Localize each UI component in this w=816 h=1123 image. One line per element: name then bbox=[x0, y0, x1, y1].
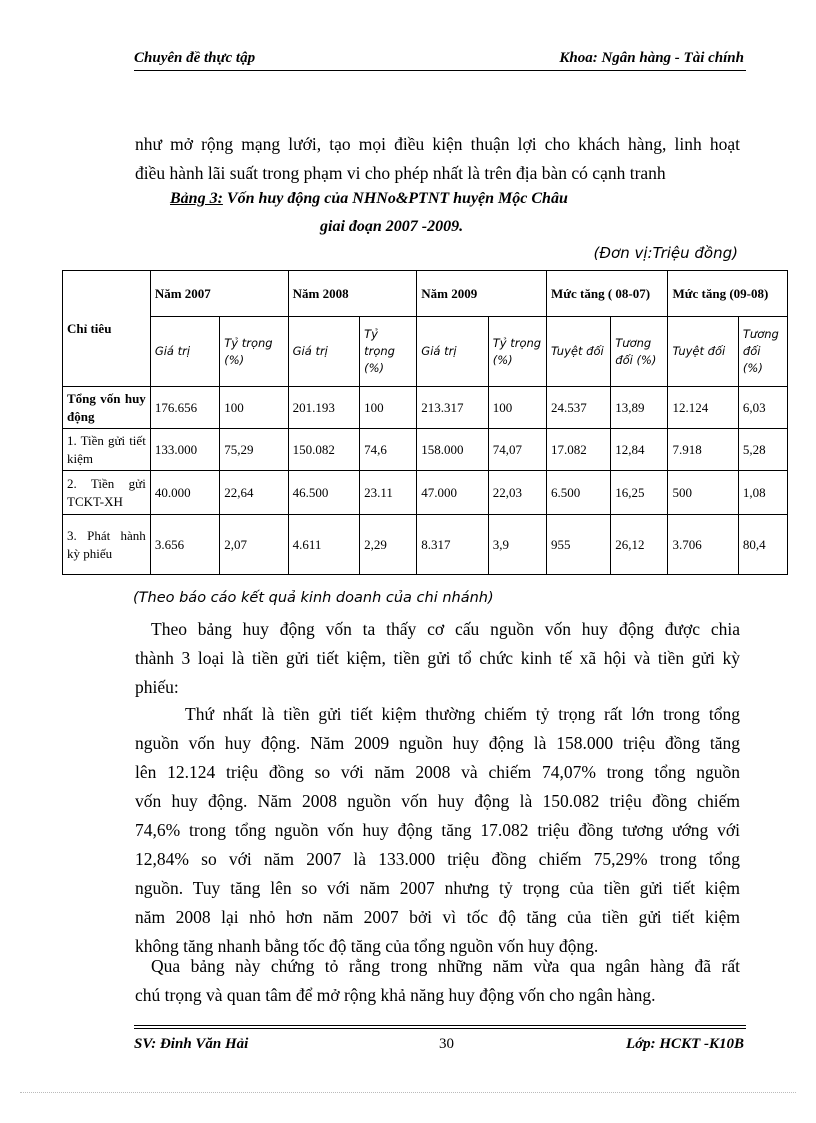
text-line: Theo bảng huy động vốn ta thấy cơ cấu nguồn vốn huy động được chia bbox=[151, 619, 740, 639]
table-cell: 26,12 bbox=[611, 515, 668, 575]
table-cell: 158.000 bbox=[417, 429, 488, 471]
subheader-relative: Tương đối (%) bbox=[611, 317, 668, 387]
table-cell: 16,25 bbox=[611, 471, 668, 515]
table-cell: 213.317 bbox=[417, 387, 488, 429]
table-cell: 3.656 bbox=[150, 515, 219, 575]
table-cell: 133.000 bbox=[150, 429, 219, 471]
subheader-value: Giá trị bbox=[288, 317, 359, 387]
table-cell: 23.11 bbox=[360, 471, 417, 515]
table-cell: 40.000 bbox=[150, 471, 219, 515]
subheader-share: Tỷ trọng (%) bbox=[488, 317, 546, 387]
intro-paragraph bbox=[135, 130, 740, 188]
table-cell: 3,9 bbox=[488, 515, 546, 575]
change-header: Mức tăng (09-08) bbox=[668, 271, 788, 317]
header-left: Chuyên đề thực tập bbox=[134, 50, 256, 66]
text-line: nguồn. Tuy tăng lên so với năm 2007 nhưng tỷ trọng của tiền gửi tiết kiệm bbox=[135, 878, 740, 898]
text-line: 12,84% so với năm 2007 là 133.000 triệu đồng chiếm 75,29% trong tổng bbox=[135, 849, 740, 869]
body-paragraph-1 bbox=[135, 615, 740, 702]
caption-label: Bảng 3: bbox=[170, 190, 223, 207]
subheader-absolute: Tuyệt đối bbox=[668, 317, 738, 387]
table-cell: 22,03 bbox=[488, 471, 546, 515]
footer-class: Lớp: HCKT -K10B bbox=[625, 1036, 744, 1052]
text-line: điều hành lãi suất trong phạm vi cho phép nhất là trên địa bàn có cạnh tranh bbox=[135, 163, 666, 183]
table-cell: 2,07 bbox=[220, 515, 288, 575]
subheader-share: Tỷ trọng (%) bbox=[360, 317, 417, 387]
text-line: thành 3 loại là tiền gửi tiết kiệm, tiền gửi tổ chức kinh tế xã hội và tiền gửi kỳ bbox=[135, 648, 740, 668]
change-header: Mức tăng ( 08-07) bbox=[546, 271, 668, 317]
table-cell: 100 bbox=[360, 387, 417, 429]
table-cell: 46.500 bbox=[288, 471, 359, 515]
footer-rule bbox=[134, 1028, 746, 1029]
footer-student: SV: Đinh Văn Hải bbox=[134, 1036, 249, 1052]
subheader-value: Giá trị bbox=[150, 317, 219, 387]
table-cell: 12,84 bbox=[611, 429, 668, 471]
source-note: (Theo báo cáo kết quả kinh doanh của chi nhánh) bbox=[133, 590, 494, 606]
table-cell: 8.317 bbox=[417, 515, 488, 575]
table-cell: 6.500 bbox=[546, 471, 610, 515]
table-cell: 201.193 bbox=[288, 387, 359, 429]
row-label: 3. Phát hành kỳ phiếu bbox=[63, 515, 151, 575]
corner-header: Chỉ tiêu bbox=[63, 271, 151, 387]
text-line: như mở rộng mạng lưới, tạo mọi điều kiện thuận lợi cho khách hàng, linh hoạt bbox=[135, 134, 740, 154]
subheader-value: Giá trị bbox=[417, 317, 488, 387]
body-paragraph-2 bbox=[135, 700, 740, 961]
text-line: nguồn vốn huy động. Năm 2009 nguồn huy động là 158.000 triệu đồng tăng bbox=[135, 733, 740, 753]
table-cell: 6,03 bbox=[738, 387, 787, 429]
table-cell: 100 bbox=[220, 387, 288, 429]
table-row bbox=[63, 471, 788, 515]
text-line: chú trọng và quan tâm để mở rộng khả năng huy động vốn cho ngân hàng. bbox=[135, 985, 656, 1005]
table-cell: 7.918 bbox=[668, 429, 738, 471]
text-line: lên 12.124 triệu đồng so với năm 2008 và chiếm 74,07% trong tổng nguồn bbox=[135, 762, 740, 782]
text-line: năm 2008 lại nhỏ hơn năm 2007 bởi vì tốc độ tăng của tiền gửi tiết kiệm bbox=[135, 907, 740, 927]
year-header: Năm 2007 bbox=[150, 271, 288, 317]
table-cell: 2,29 bbox=[360, 515, 417, 575]
table-header-row bbox=[63, 271, 788, 317]
table-cell: 22,64 bbox=[220, 471, 288, 515]
year-header: Năm 2009 bbox=[417, 271, 547, 317]
body-paragraph-3 bbox=[135, 952, 740, 1010]
subheader-absolute: Tuyệt đối bbox=[546, 317, 610, 387]
table-cell: 500 bbox=[668, 471, 738, 515]
header-right: Khoa: Ngân hàng - Tài chính bbox=[559, 50, 744, 66]
table-subheader-row bbox=[63, 317, 788, 387]
unit-note: (Đơn vị:Triệu đồng) bbox=[593, 244, 738, 262]
text-line: vốn huy động. Năm 2008 nguồn vốn huy động là 150.082 triệu đồng chiếm bbox=[135, 791, 740, 811]
header-rule bbox=[134, 70, 746, 71]
year-header: Năm 2008 bbox=[288, 271, 417, 317]
table-caption bbox=[170, 190, 568, 208]
text-line: 74,6% trong tổng nguồn vốn huy động tăng 17.082 triệu đồng tương ướng với bbox=[135, 820, 740, 840]
table-cell: 80,4 bbox=[738, 515, 787, 575]
table-cell: 150.082 bbox=[288, 429, 359, 471]
text-line: Thứ nhất là tiền gửi tiết kiệm thường chiếm tỷ trọng rất lớn trong tổng bbox=[185, 704, 740, 724]
table-cell: 47.000 bbox=[417, 471, 488, 515]
table-cell: 74,07 bbox=[488, 429, 546, 471]
table-row bbox=[63, 429, 788, 471]
table-cell: 75,29 bbox=[220, 429, 288, 471]
table-cell: 24.537 bbox=[546, 387, 610, 429]
capital-table bbox=[62, 270, 788, 575]
subheader-relative: Tương đối (%) bbox=[738, 317, 787, 387]
page-header bbox=[134, 50, 744, 70]
row-label: Tổng vốn huy động bbox=[63, 387, 151, 429]
table-cell: 4.611 bbox=[288, 515, 359, 575]
table-cell: 5,28 bbox=[738, 429, 787, 471]
table-cell: 13,89 bbox=[611, 387, 668, 429]
page-number: 30 bbox=[439, 1036, 454, 1052]
table-cell: 3.706 bbox=[668, 515, 738, 575]
caption-period: giai đoạn 2007 -2009. bbox=[320, 218, 464, 235]
table-cell: 176.656 bbox=[150, 387, 219, 429]
page-footer bbox=[134, 1036, 744, 1056]
text-line: phiếu: bbox=[135, 677, 179, 697]
table-cell: 12.124 bbox=[668, 387, 738, 429]
row-label: 1. Tiền gửi tiết kiệm bbox=[63, 429, 151, 471]
table-cell: 955 bbox=[546, 515, 610, 575]
table-cell: 1,08 bbox=[738, 471, 787, 515]
footer-rule bbox=[134, 1025, 746, 1026]
table-cell: 100 bbox=[488, 387, 546, 429]
table-row bbox=[63, 515, 788, 575]
caption-title: Vốn huy động của NHNo&PTNT huyện Mộc Châu bbox=[222, 190, 568, 207]
page-edge-divider bbox=[20, 1092, 796, 1093]
table-cell: 74,6 bbox=[360, 429, 417, 471]
table-row bbox=[63, 387, 788, 429]
text-line: không tăng nhanh bằng tốc độ tăng của tổng nguồn vốn huy động. bbox=[135, 936, 599, 956]
subheader-share: Tỷ trọng (%) bbox=[220, 317, 288, 387]
table-cell: 17.082 bbox=[546, 429, 610, 471]
text-line: Qua bảng này chứng tỏ rằng trong những năm vừa qua ngân hàng đã rất bbox=[151, 956, 740, 976]
row-label: 2. Tiền gửi TCKT-XH bbox=[63, 471, 151, 515]
